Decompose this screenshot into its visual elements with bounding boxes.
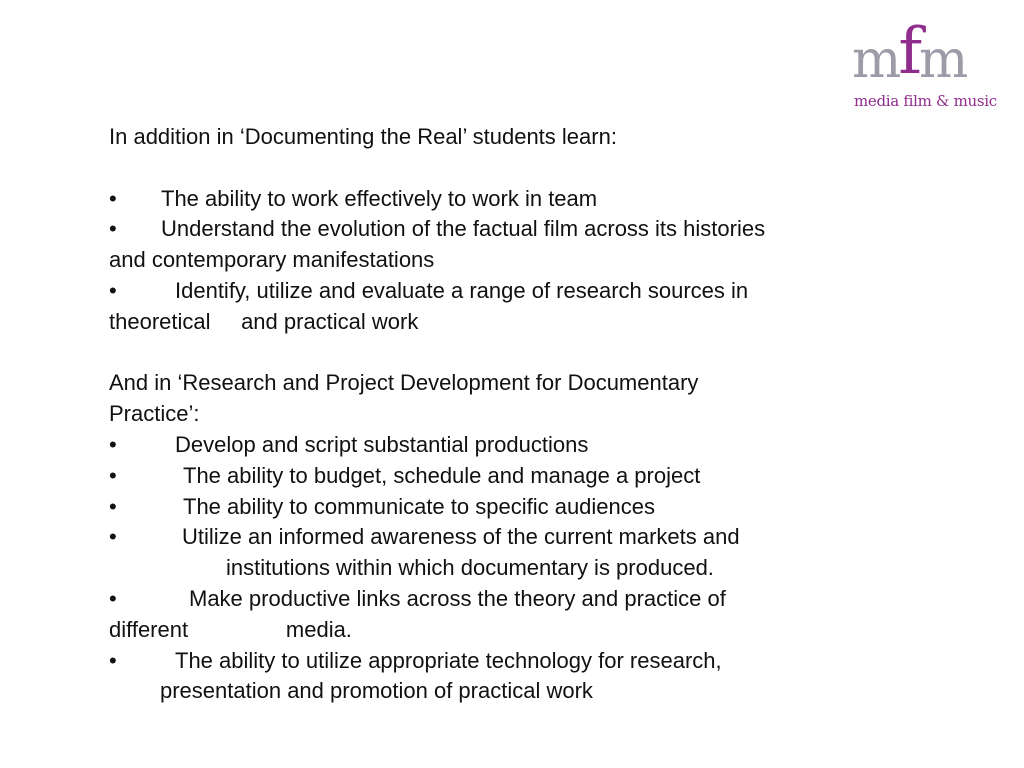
bullet: • (109, 462, 117, 488)
section2-heading-line2: Practice’: (109, 401, 200, 427)
list1-item-2 (109, 214, 879, 245)
logo-letter-m-right: m (919, 30, 967, 90)
slide-body (109, 122, 879, 707)
list2-item-4-text: Utilize an informed awareness of the current markets and (182, 524, 740, 550)
list1-item-1-text: The ability to work effectively to work in team (161, 185, 598, 211)
list2-item-3 (109, 492, 879, 523)
list2-item-5-text: Make productive links across the theory and practice of (189, 585, 726, 611)
list2-item-6-text: The ability to utilize appropriate technology for research, (175, 647, 722, 673)
bullet: • (109, 585, 117, 611)
list1-item-1 (109, 184, 879, 215)
list2-item-4 (109, 522, 879, 553)
logo-letter-f: f (898, 15, 920, 89)
list2-item-2-text: The ability to budget, schedule and manage a project (183, 462, 701, 488)
bullet: • (109, 277, 117, 303)
logo-tagline: media film & music (854, 92, 997, 110)
list1-item-3-continuation: theoretical and practical work (109, 308, 419, 334)
blank-line (109, 338, 879, 369)
list2-item-6-continuation (109, 676, 879, 707)
logo-mark (852, 15, 967, 90)
bullet: • (109, 647, 117, 673)
list1-item-2-text: Understand the evolution of the factual film across its histories (161, 216, 766, 242)
logo-letter-m-left: m (852, 30, 900, 90)
list1-item-3 (109, 276, 879, 307)
bullet: • (109, 493, 117, 519)
list2-item-1 (109, 430, 879, 461)
list2-item-4-continuation-text: institutions within which documentary is produced. (226, 555, 714, 581)
mfm-logo (848, 14, 1018, 116)
blank-line (109, 153, 879, 184)
bullet: • (109, 216, 117, 242)
bullet: • (109, 524, 117, 550)
bullet: • (109, 431, 117, 457)
list2-item-1-text: Develop and script substantial productions (175, 431, 589, 457)
list2-item-2 (109, 461, 879, 492)
list2-item-6 (109, 646, 879, 677)
list2-item-5 (109, 584, 879, 615)
list2-item-6-continuation-text: presentation and promotion of practical work (160, 678, 593, 704)
list2-item-5-continuation: different media. (109, 616, 352, 642)
list1-item-3-text: Identify, utilize and evaluate a range of research sources in (175, 277, 749, 303)
list2-item-4-continuation (109, 553, 879, 584)
list1-item-2-continuation: and contemporary manifestations (109, 247, 435, 273)
bullet: • (109, 185, 117, 211)
list2-item-3-text: The ability to communicate to specific audiences (183, 493, 656, 519)
section2-heading-line1: And in ‘Research and Project Development for Documentary (109, 370, 699, 396)
intro-text: In addition in ‘Documenting the Real’ students learn: (109, 124, 617, 149)
